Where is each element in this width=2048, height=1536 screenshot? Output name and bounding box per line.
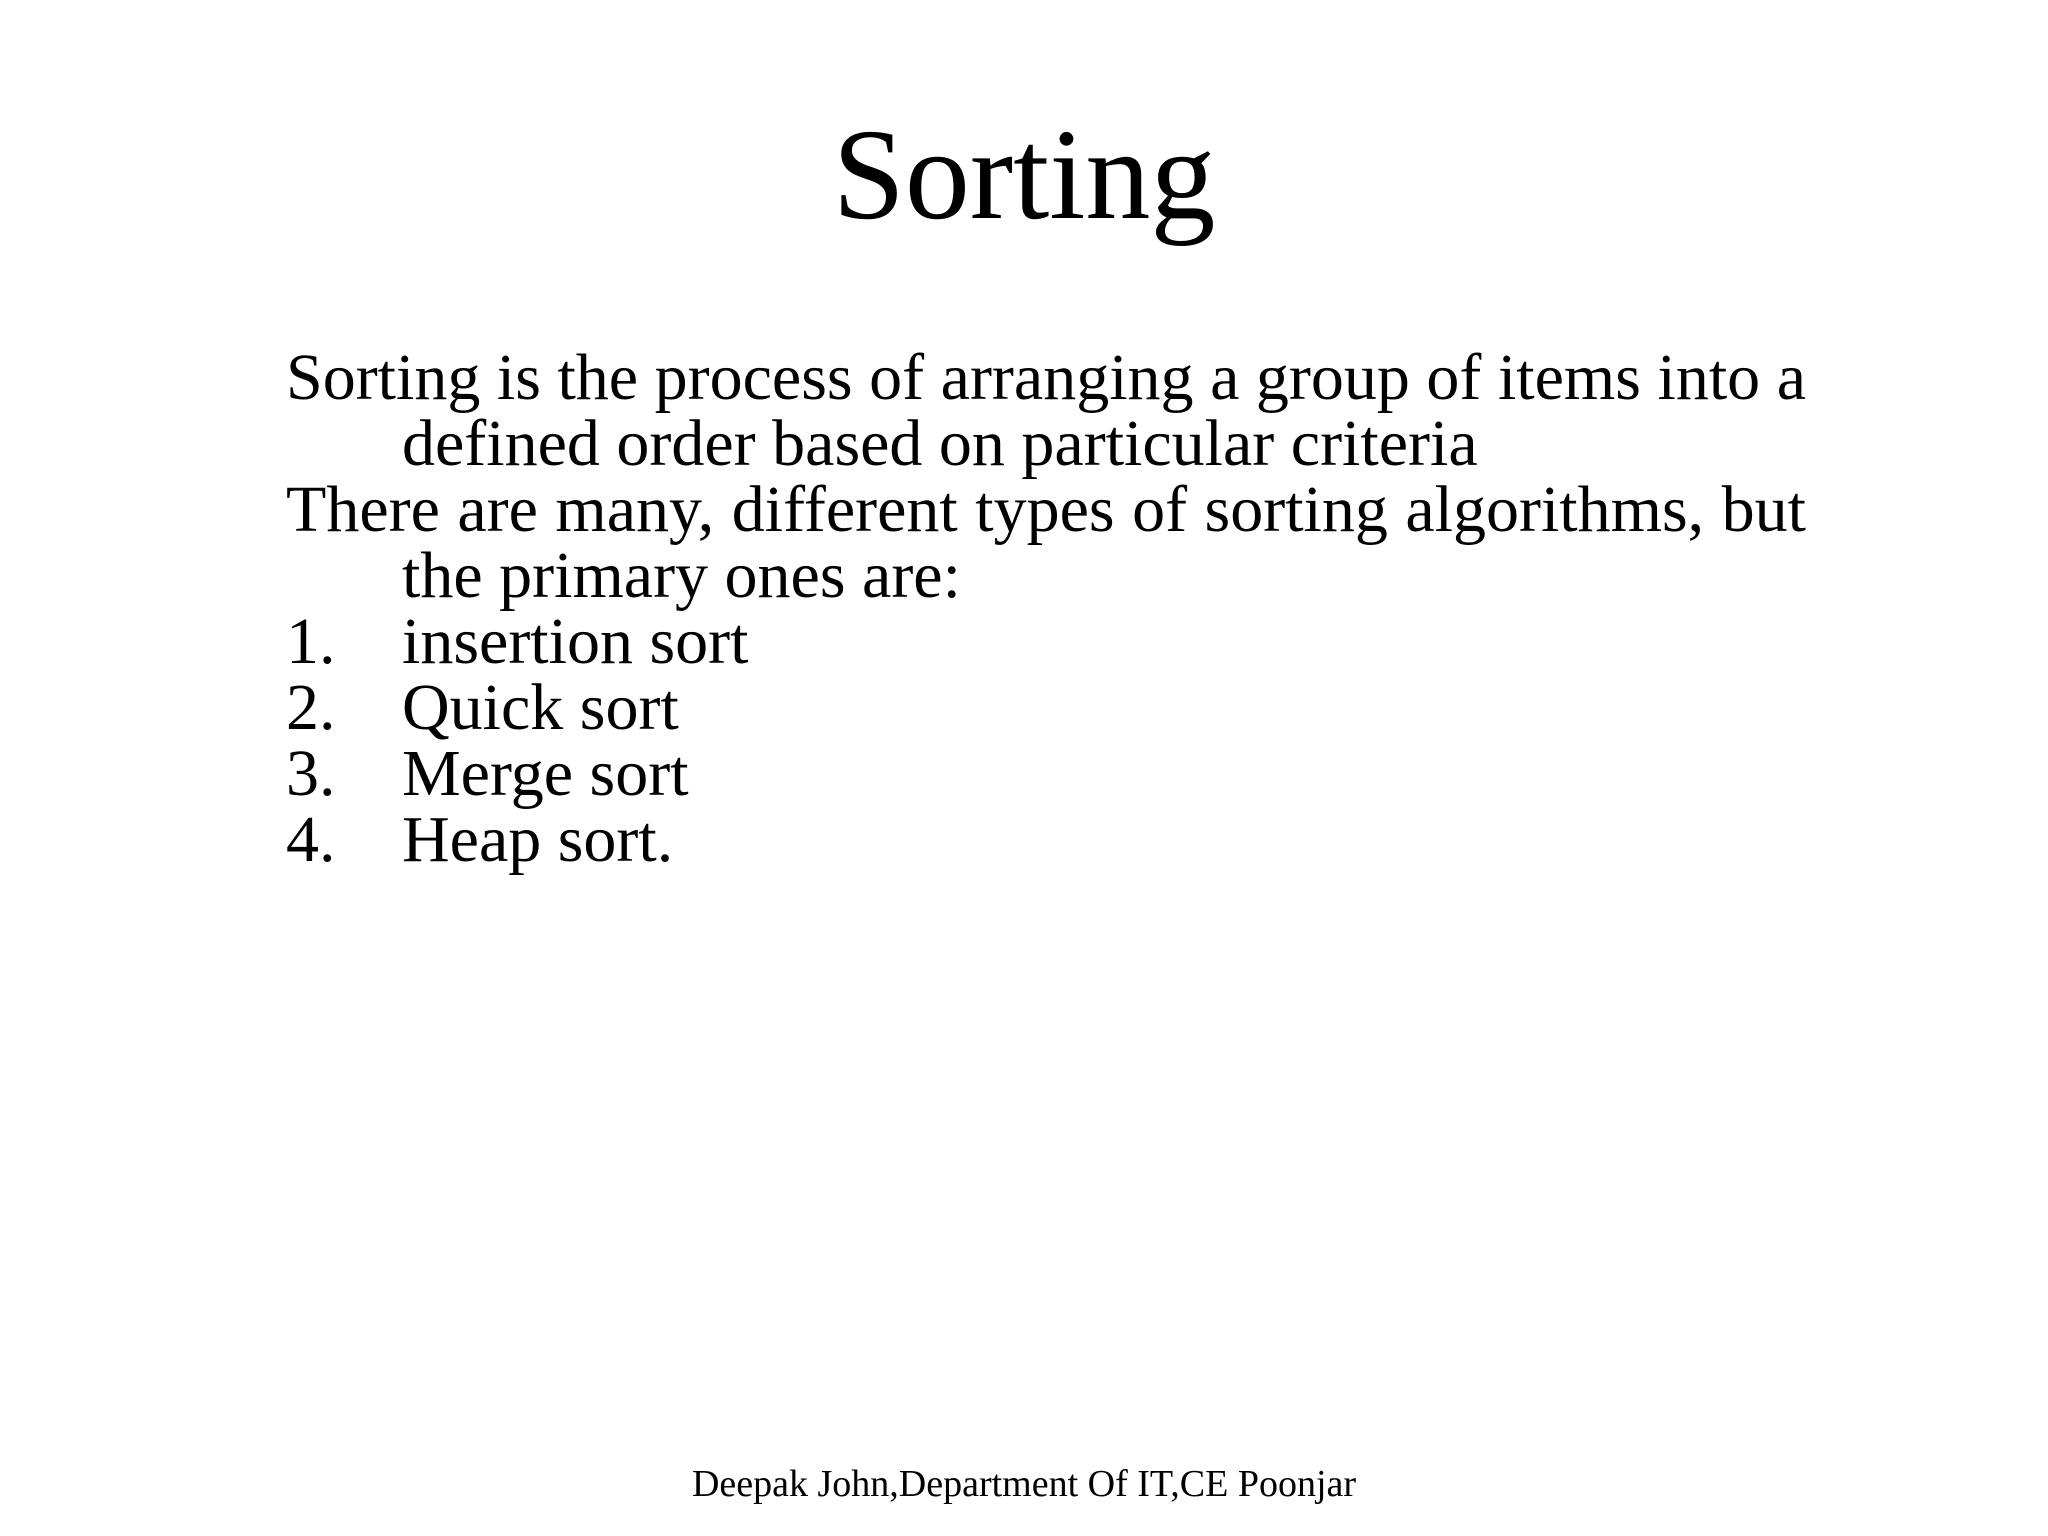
paragraph-types-intro: There are many, different types of sorting algorithms, but the primary ones are:: [286, 473, 1806, 612]
list-item-number: 1.: [286, 605, 336, 678]
slide-footer: Deepak John,Department Of IT,CE Poonjar: [691, 1463, 1357, 1505]
list-item-text: Merge sort: [402, 737, 689, 810]
slide-title: Sorting: [832, 103, 1216, 247]
sorting-algorithms-list: [286, 605, 1806, 876]
list-item-text: insertion sort: [402, 605, 749, 678]
list-item: [286, 803, 1806, 876]
paragraph-definition: Sorting is the process of arranging a group of items into a defined order based on particular criteria: [286, 341, 1806, 480]
list-item: [286, 737, 1806, 810]
list-item-text: Heap sort.: [402, 803, 674, 876]
list-item-number: 2.: [286, 671, 336, 744]
list-item-number: 3.: [286, 737, 336, 810]
list-item-number: 4.: [286, 803, 336, 876]
list-item-text: Quick sort: [402, 671, 679, 744]
slide-body: [286, 341, 1806, 876]
list-item: [286, 605, 1806, 678]
list-item: [286, 671, 1806, 744]
